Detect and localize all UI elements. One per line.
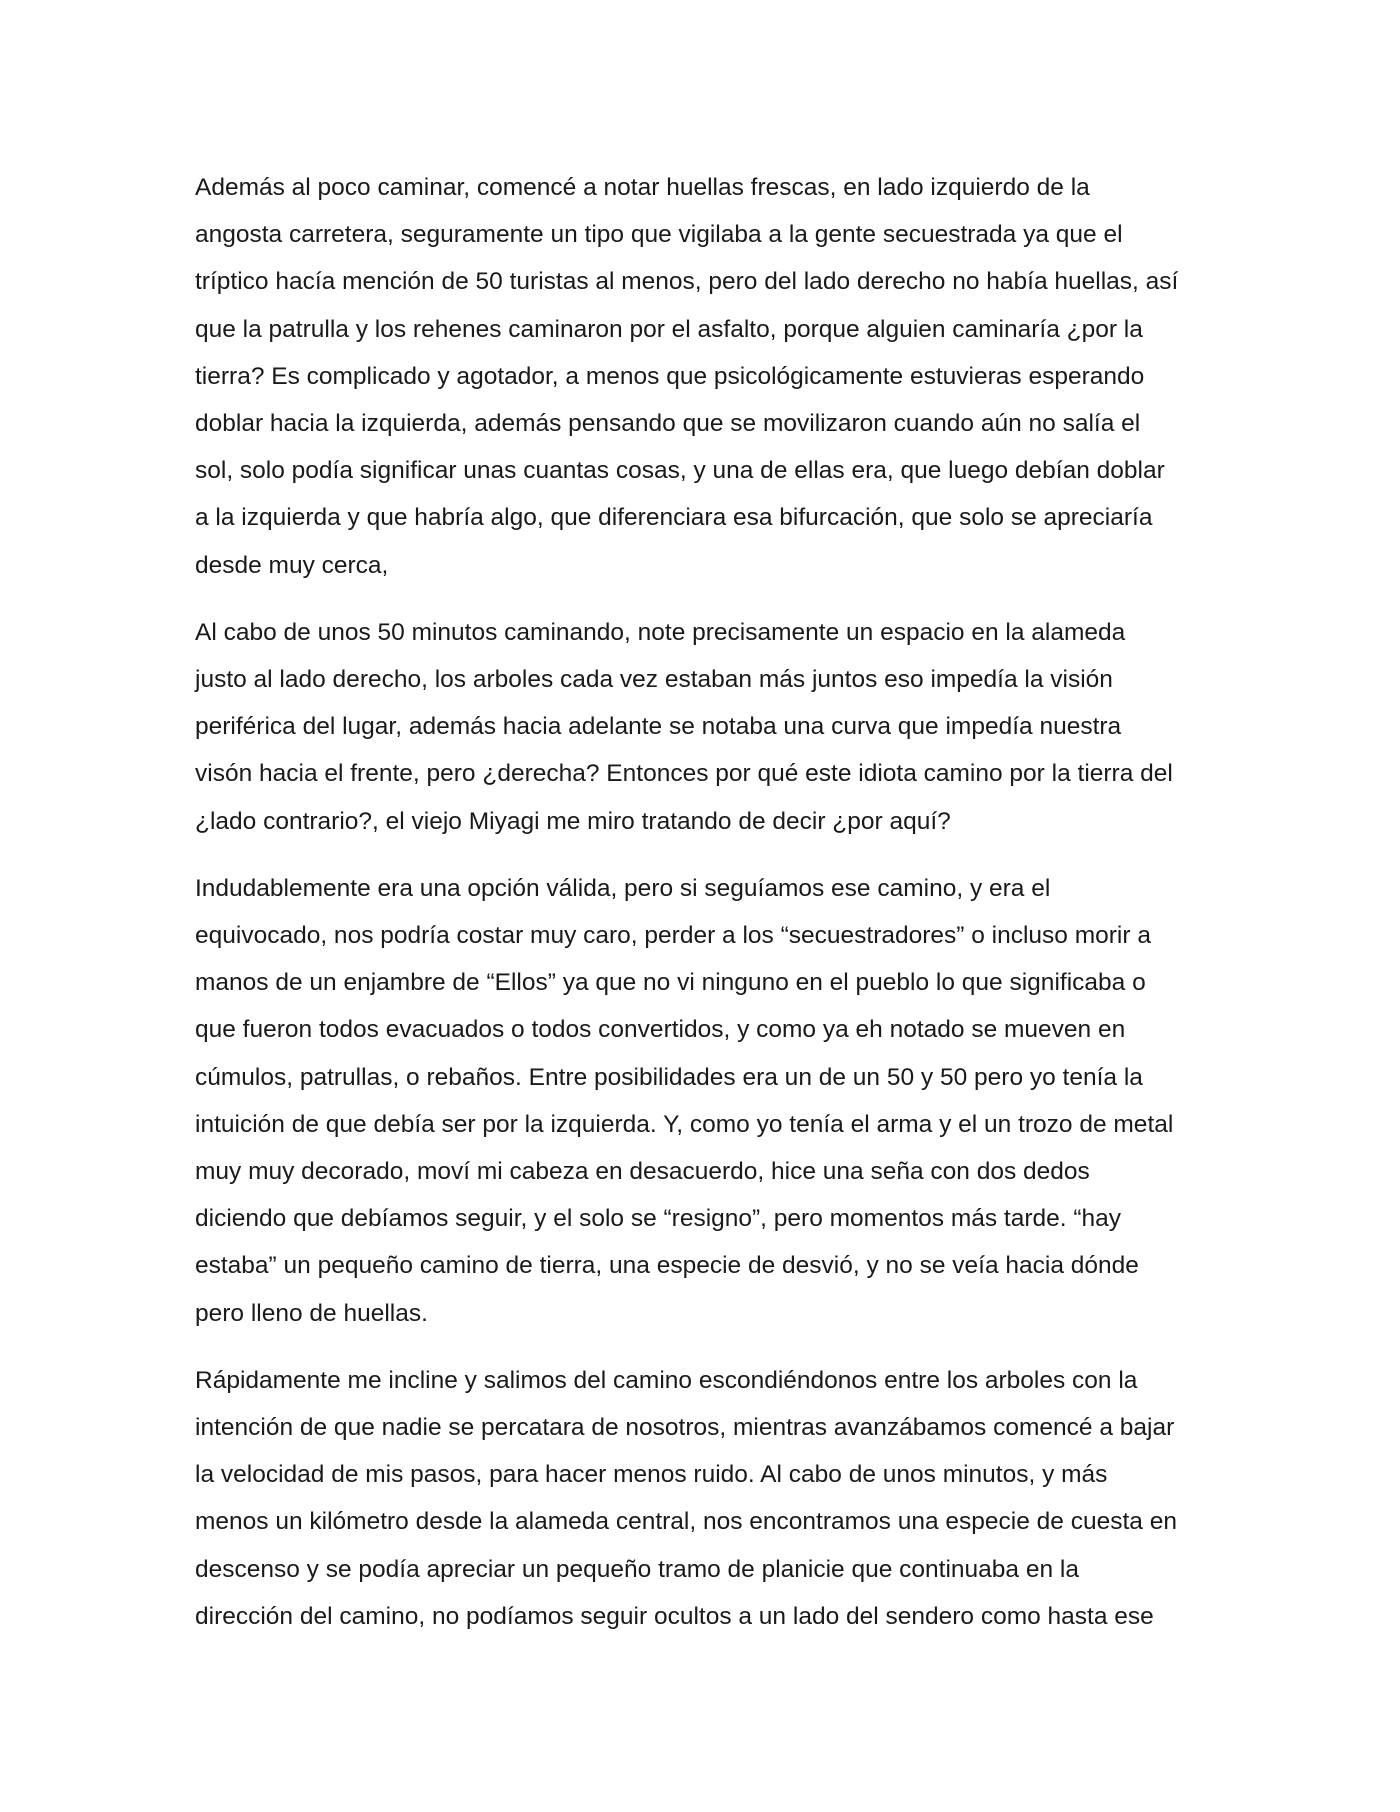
text-line: angosta carretera, seguramente un tipo que vigilaba a la gente secuestrada ya que el [195, 221, 1123, 249]
text-line: periférica del lugar, además hacia adelante se notaba una curva que impedía nuestra [195, 713, 1122, 741]
text-line: cúmulos, patrullas, o rebaños. Entre posibilidades era un de un 50 y 50 pero yo tenía la [195, 1063, 1143, 1091]
text-line: que la patrulla y los rehenes caminaron por el asfalto, porque alguien caminaría ¿por la [195, 315, 1143, 343]
text-line: estaba” un pequeño camino de tierra, una especie de desvió, y no se veía hacia dónde [195, 1252, 1139, 1280]
text-line: la velocidad de mis pasos, para hacer menos ruido. Al cabo de unos minutos, y más [195, 1461, 1108, 1489]
text-line: Rápidamente me incline y salimos del camino escondiéndonos entre los arboles con la [195, 1366, 1138, 1394]
paragraph-4 [195, 1357, 1215, 1640]
text-line: a la izquierda y que habría algo, que diferenciara esa bifurcación, que solo se apreciaría [195, 504, 1153, 532]
text-line: Además al poco caminar, comencé a notar huellas frescas, en lado izquierdo de la [195, 174, 1090, 201]
paragraph-1 [195, 164, 1215, 589]
text-line: intuición de que debía ser por la izquierda. Y, como yo tenía el arma y el un trozo de metal [195, 1110, 1174, 1138]
document-body [195, 164, 1215, 1640]
text-line: muy muy decorado, moví mi cabeza en desacuerdo, hice una seña con dos dedos [195, 1158, 1090, 1186]
text-line: visón hacia el frente, pero ¿derecha? Entonces por qué este idiota camino por la tierra del [195, 760, 1173, 788]
paragraph-3 [195, 865, 1215, 1337]
paragraph-2 [195, 609, 1215, 845]
text-line: desde muy cerca, [195, 551, 389, 579]
text-line: intención de que nadie se percatara de nosotros, mientras avanzábamos comencé a bajar [195, 1414, 1175, 1442]
text-line: equivocado, nos podría costar muy caro, perder a los “secuestradores” o incluso morir a [195, 922, 1151, 950]
text-line: tríptico hacía mención de 50 turistas al menos, pero del lado derecho no había huellas, así [195, 268, 1179, 296]
text-line: Indudablemente era una opción válida, pero si seguíamos ese camino, y era el [195, 874, 1051, 902]
text-line: descenso y se podía apreciar un pequeño tramo de planicie que continuaba en la [195, 1555, 1079, 1583]
text-line: menos un kilómetro desde la alameda central, nos encontramos una especie de cuesta en [195, 1508, 1177, 1536]
text-line: ¿lado contrario?, el viejo Miyagi me miro tratando de decir ¿por aquí? [195, 807, 951, 835]
text-line: tierra? Es complicado y agotador, a menos que psicológicamente estuvieras esperando [195, 362, 1145, 390]
text-line: justo al lado derecho, los arboles cada vez estaban más juntos eso impedía la visión [195, 666, 1113, 694]
text-line: sol, solo podía significar unas cuantas cosas, y una de ellas era, que luego debían doblar [195, 457, 1165, 485]
text-line: que fueron todos evacuados o todos convertidos, y como ya eh notado se mueven en [195, 1016, 1126, 1044]
text-line: doblar hacia la izquierda, además pensando que se movilizaron cuando aún no salía el [195, 410, 1141, 438]
text-line: diciendo que debíamos seguir, y el solo se “resigno”, pero momentos más tarde. “hay [195, 1205, 1122, 1233]
text-line: pero lleno de huellas. [195, 1299, 428, 1327]
text-line: dirección del camino, no podíamos seguir ocultos a un lado del sendero como hasta ese [195, 1602, 1154, 1630]
text-line: manos de un enjambre de “Ellos” ya que no vi ninguno en el pueblo lo que significaba o [195, 969, 1146, 997]
text-line: Al cabo de unos 50 minutos caminando, note precisamente un espacio en la alameda [195, 618, 1126, 646]
